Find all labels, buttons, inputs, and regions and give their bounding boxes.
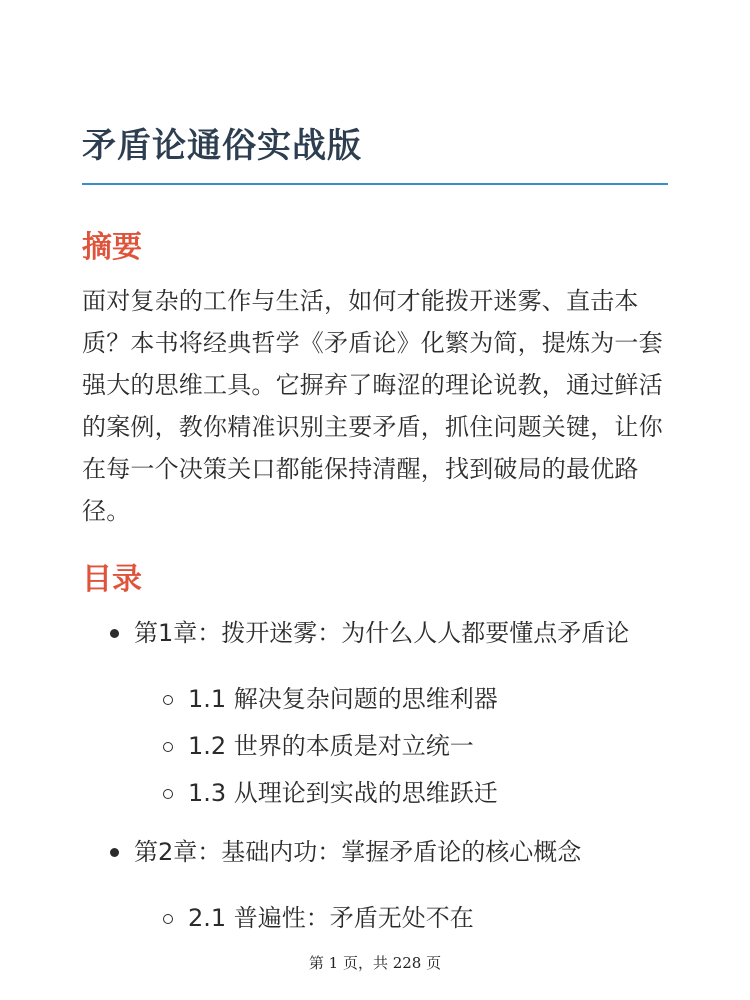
chapter-label: 第2章：基础内功：掌握矛盾论的核心概念 <box>134 838 582 866</box>
toc-section-2-1 <box>82 895 668 942</box>
circle-bullet-icon <box>163 914 173 924</box>
toc-section-1-2 <box>82 723 668 770</box>
document-title: 矛盾论通俗实战版 <box>82 126 362 166</box>
bullet-icon <box>110 848 119 857</box>
toc-heading: 目录 <box>82 562 142 597</box>
section-label: 1.3 从理论到实战的思维跃迁 <box>188 779 498 807</box>
title-divider <box>82 183 668 185</box>
toc-chapter-1 <box>82 612 668 817</box>
toc-list <box>82 612 668 942</box>
chapter-label: 第1章：拨开迷雾：为什么人人都要懂点矛盾论 <box>134 619 630 647</box>
toc-chapter-2 <box>82 831 668 942</box>
abstract-text: 面对复杂的工作与生活，如何才能拨开迷雾、直击本质？本书将经典哲学《矛盾论》化繁为简，提炼为一套强大的思维工具。它摒弃了晦涩的理论说教，通过鲜活的案例，教你精准识别主要矛盾，抓住问题关键，让你在每一个决策关口都能保持清醒，找到破局的最优路径。 <box>82 287 663 525</box>
circle-bullet-icon <box>163 742 173 752</box>
chapter-2-sections <box>134 895 668 942</box>
circle-bullet-icon <box>163 789 173 799</box>
circle-bullet-icon <box>163 695 173 705</box>
chapter-1-sections <box>134 676 668 817</box>
abstract-heading: 摘要 <box>82 230 142 265</box>
toc-section-1-1 <box>82 676 668 723</box>
bullet-icon <box>110 629 119 638</box>
section-label: 2.1 普遍性：矛盾无处不在 <box>188 904 474 932</box>
page-number-footer: 第 1 页，共 228 页 <box>308 954 442 972</box>
section-label: 1.1 解决复杂问题的思维利器 <box>188 685 498 713</box>
toc-section-1-3 <box>82 770 668 817</box>
section-label: 1.2 世界的本质是对立统一 <box>188 732 474 760</box>
